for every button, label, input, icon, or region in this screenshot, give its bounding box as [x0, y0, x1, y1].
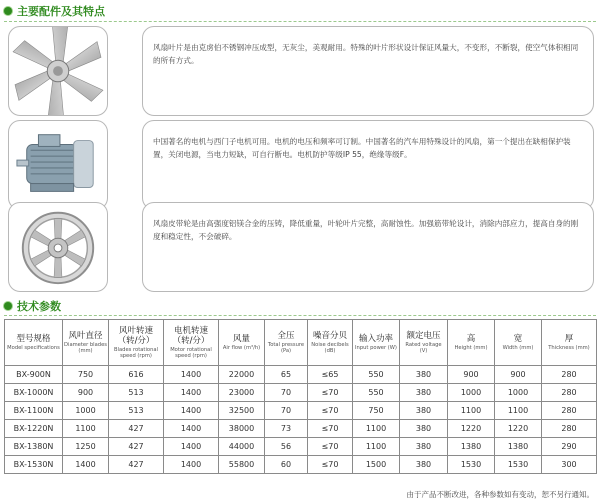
table-cell: 1380: [448, 438, 495, 456]
column-header-en: Input power (W): [355, 344, 397, 351]
table-cell: 1380: [495, 438, 542, 456]
table-cell: 1530: [448, 456, 495, 474]
table-cell: 550: [353, 366, 400, 384]
column-header-cn: 风量: [232, 333, 250, 344]
column-header: [265, 320, 308, 366]
table-cell: 1530: [495, 456, 542, 474]
table-row: [5, 456, 597, 474]
column-header-cn: 风叶直径: [68, 330, 103, 341]
table-cell: 427: [109, 456, 164, 474]
specs-title-text: 技术参数: [17, 300, 61, 313]
table-cell: 1100: [448, 402, 495, 420]
column-header-en: Height (mm): [454, 344, 488, 351]
table-body: [5, 366, 597, 474]
table-cell: 280: [542, 384, 597, 402]
column-header-cn: 噪音分贝: [312, 330, 347, 341]
column-header-cn: 额定电压: [406, 330, 441, 341]
table-cell: 280: [542, 402, 597, 420]
table-cell: 1400: [164, 456, 219, 474]
table-cell: 1000: [63, 402, 109, 420]
table-row: [5, 438, 597, 456]
table-cell: 1400: [164, 366, 219, 384]
pulley-wheel-icon: [8, 202, 108, 292]
table-cell: 1100: [353, 438, 400, 456]
table-cell: 1250: [63, 438, 109, 456]
specs-section-title: [4, 298, 61, 314]
table-cell: 38000: [219, 420, 265, 438]
column-header-cn: 风叶转速（转/分）: [117, 325, 155, 346]
table-cell: 280: [542, 366, 597, 384]
table-cell: 427: [109, 438, 164, 456]
table-cell: 1100: [353, 420, 400, 438]
table-cell: ≤70: [308, 402, 353, 420]
spec-table: [4, 319, 597, 474]
table-cell: 1400: [164, 384, 219, 402]
column-header-en: Width (mm): [502, 344, 534, 351]
table-cell: ≤70: [308, 384, 353, 402]
table-cell: 65: [265, 366, 308, 384]
table-cell: 1400: [164, 402, 219, 420]
table-cell: 23000: [219, 384, 265, 402]
column-header: [353, 320, 400, 366]
feature-description: 风扇皮带轮是由高强度铝镁合金的压铸，降低重量，叶轮叶片完整，高耐蚀性。加强筋带轮设计，消除内部应力，提高自身的刚度和稳定性，不会破碎。: [142, 202, 594, 292]
table-cell: 513: [109, 402, 164, 420]
table-cell: ≤65: [308, 366, 353, 384]
table-cell: 280: [542, 420, 597, 438]
column-header: [495, 320, 542, 366]
table-cell: BX-1100N: [5, 402, 63, 420]
table-cell: 1100: [63, 420, 109, 438]
column-header: [542, 320, 597, 366]
table-cell: 750: [353, 402, 400, 420]
table-cell: 44000: [219, 438, 265, 456]
column-header-cn: 宽: [513, 333, 523, 344]
fan-blade-icon: [8, 26, 108, 116]
section-divider: [4, 21, 596, 22]
table-cell: 290: [542, 438, 597, 456]
table-cell: 513: [109, 384, 164, 402]
table-cell: 750: [63, 366, 109, 384]
column-header-cn: 输入功率: [358, 333, 393, 344]
table-cell: 70: [265, 384, 308, 402]
table-cell: ≤70: [308, 438, 353, 456]
column-header: [109, 320, 164, 366]
column-header-en: Blades rotational speed (rpm): [114, 346, 158, 359]
table-cell: 1220: [495, 420, 542, 438]
column-header-cn: 厚: [564, 333, 574, 344]
table-row: [5, 384, 597, 402]
electric-motor-icon: [8, 120, 108, 210]
table-row: [5, 420, 597, 438]
table-row: [5, 366, 597, 384]
table-cell: BX-1220N: [5, 420, 63, 438]
table-cell: 32500: [219, 402, 265, 420]
table-cell: 380: [400, 366, 448, 384]
table-cell: BX-1380N: [5, 438, 63, 456]
column-header-cn: 型号规格: [16, 333, 51, 344]
table-cell: BX-900N: [5, 366, 63, 384]
table-cell: 70: [265, 402, 308, 420]
section-bullet-icon: [4, 7, 12, 15]
table-cell: 60: [265, 456, 308, 474]
table-cell: 1400: [164, 438, 219, 456]
table-cell: 1100: [495, 402, 542, 420]
column-header-en: Thickness (mm): [548, 344, 590, 351]
column-header-en: Model specifications: [7, 344, 60, 351]
feature-row-pulley: [8, 202, 596, 292]
table-cell: 900: [495, 366, 542, 384]
column-header-en: Noise decibels (dB): [311, 341, 349, 354]
column-header: [219, 320, 265, 366]
feature-description: 风扇叶片是由克虏伯不锈钢冲压成型，无灰尘，美观耐用。特殊的叶片形状设计保证风量大，不变形，不断裂，使空气体积相同的所有方式。: [142, 26, 594, 116]
column-header: [448, 320, 495, 366]
footnote: 由于产品不断改进，各种参数如有变动，恕不另行通知。: [406, 490, 594, 499]
column-header-en: Rated voltage (V): [405, 341, 442, 354]
table-cell: 1500: [353, 456, 400, 474]
table-cell: 550: [353, 384, 400, 402]
table-cell: 380: [400, 438, 448, 456]
table-cell: 55800: [219, 456, 265, 474]
column-header: [5, 320, 63, 366]
features-section-title: [4, 3, 105, 19]
table-cell: 300: [542, 456, 597, 474]
table-cell: 1220: [448, 420, 495, 438]
table-header-row: [5, 320, 597, 366]
table-cell: 1000: [495, 384, 542, 402]
table-cell: 380: [400, 402, 448, 420]
section-bullet-icon: [4, 302, 12, 310]
table-cell: ≤70: [308, 420, 353, 438]
table-cell: BX-1530N: [5, 456, 63, 474]
column-header-en: Air flow (m³/h): [222, 344, 261, 351]
table-cell: 616: [109, 366, 164, 384]
table-cell: 427: [109, 420, 164, 438]
column-header: [63, 320, 109, 366]
table-cell: 380: [400, 420, 448, 438]
column-header-en: Total pressure (Pa): [267, 341, 305, 354]
table-cell: 380: [400, 456, 448, 474]
features-title-text: 主要配件及其特点: [17, 5, 105, 18]
table-cell: 1400: [63, 456, 109, 474]
table-cell: 900: [63, 384, 109, 402]
column-header-en: Motor rotational speed (rpm): [170, 346, 212, 359]
column-header-cn: 高: [466, 333, 476, 344]
table-cell: 73: [265, 420, 308, 438]
column-header: [400, 320, 448, 366]
table-cell: ≤70: [308, 456, 353, 474]
table-cell: 1400: [164, 420, 219, 438]
table-cell: 900: [448, 366, 495, 384]
table-cell: BX-1000N: [5, 384, 63, 402]
column-header: [164, 320, 219, 366]
table-cell: 380: [400, 384, 448, 402]
table-row: [5, 402, 597, 420]
column-header-en: Diameter blades (mm): [64, 341, 107, 354]
column-header-cn: 全压: [277, 330, 295, 341]
column-header: [308, 320, 353, 366]
table-cell: 22000: [219, 366, 265, 384]
feature-row-blade: [8, 26, 596, 116]
section-divider: [4, 315, 596, 316]
feature-row-motor: [8, 120, 596, 210]
column-header-cn: 电机转速（转/分）: [172, 325, 210, 346]
table-cell: 1000: [448, 384, 495, 402]
feature-description: 中国著名的电机与西门子电机可用。电机的电压和频率可订制。中国著名的汽车用特殊设计的风扇，第一个提出在缺相保护装置，关闭电源，当电力短缺，可自行断电。电机防护等级IP 55，绝缘等级F。: [142, 120, 594, 210]
table-cell: 56: [265, 438, 308, 456]
